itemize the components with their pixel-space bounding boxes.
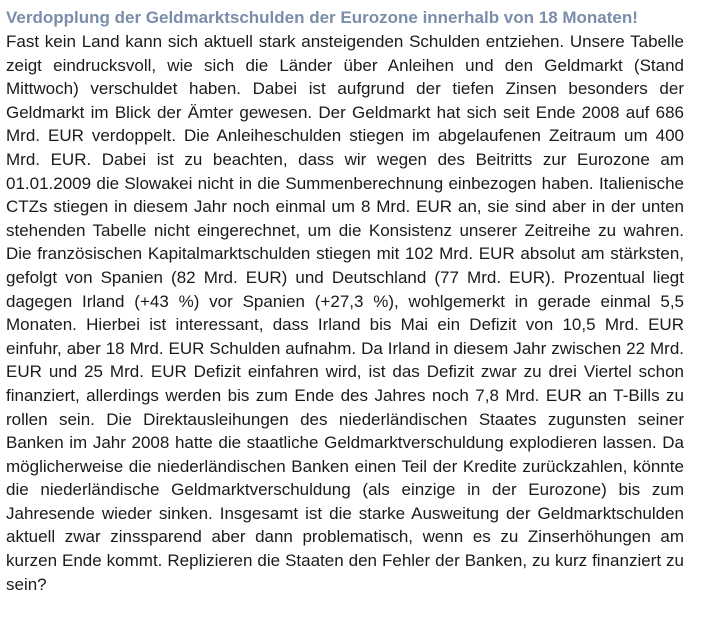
article-heading: Verdopplung der Geldmarktschulden der Eurozone innerhalb von 18 Monaten!	[6, 8, 638, 27]
article	[6, 6, 684, 596]
article-body: Fast kein Land kann sich aktuell stark ansteigenden Schulden entziehen. Unsere Tabelle zeigt eindrucksvoll, wie sich die Länder über Anleihen und den Geldmarkt (Stand Mittwoch) verschuldet haben. Dabei ist aufgrund der tiefen Zinsen besonders der Geldmarkt im Blick der Ämter gewesen. Der Geldmarkt hat sich seit Ende 2008 auf 686 Mrd. EUR verdoppelt. Die Anleiheschulden stiegen im abgelaufenen Zeitraum um 400 Mrd. EUR. Dabei ist zu beachten, dass wir wegen des Beitritts zur Eurozone am 01.01.2009 die Slowakei nicht in die Summenberechnung einbezogen haben. Italienische CTZs stiegen in diesem Jahr noch einmal um 8 Mrd. EUR an, sie sind aber in der unten stehenden Tabelle nicht eingerechnet, um die Konsistenz unserer Zeitreihe zu wahren. Die französischen Kapitalmarktschulden stiegen mit 102 Mrd. EUR absolut am stärksten, gefolgt von Spanien (82 Mrd. EUR) und Deutschland (77 Mrd. EUR). Prozentual liegt dagegen Irland (+43 %) vor Spanien (+27,3 %), wohlgemerkt in gerade einmal 5,5 Monaten. Hierbei ist interessant, dass Irland bis Mai ein Defizit von 10,5 Mrd. EUR einfuhr, aber 18 Mrd. EUR Schulden aufnahm. Da Irland in diesem Jahr zwischen 22 Mrd. EUR und 25 Mrd. EUR Defizit einfahren wird, ist das Defizit zwar zu drei Viertel schon finanziert, allerdings werden bis zum Ende des Jahres noch 7,8 Mrd. EUR an T-Bills zu rollen sein. Die Direktausleihungen des niederländischen Staates zugunsten seiner Banken im Jahr 2008 hatte die staatliche Geldmarktverschuldung explodieren lassen. Da möglicherweise die niederländischen Banken einen Teil der Kredite zurückzahlen, könnte die niederländische Geldmarktverschuldung (als einzige in der Eurozone) bis zum Jahresende wieder sinken. Insgesamt ist die starke Ausweitung der Geldmarktschulden aktuell zwar zinssparend aber dann problematisch, wenn es zu Zinserhöhungen am kurzen Ende kommt. Replizieren die Staaten den Fehler der Banken, zu kurz finanziert zu sein?	[6, 32, 684, 594]
